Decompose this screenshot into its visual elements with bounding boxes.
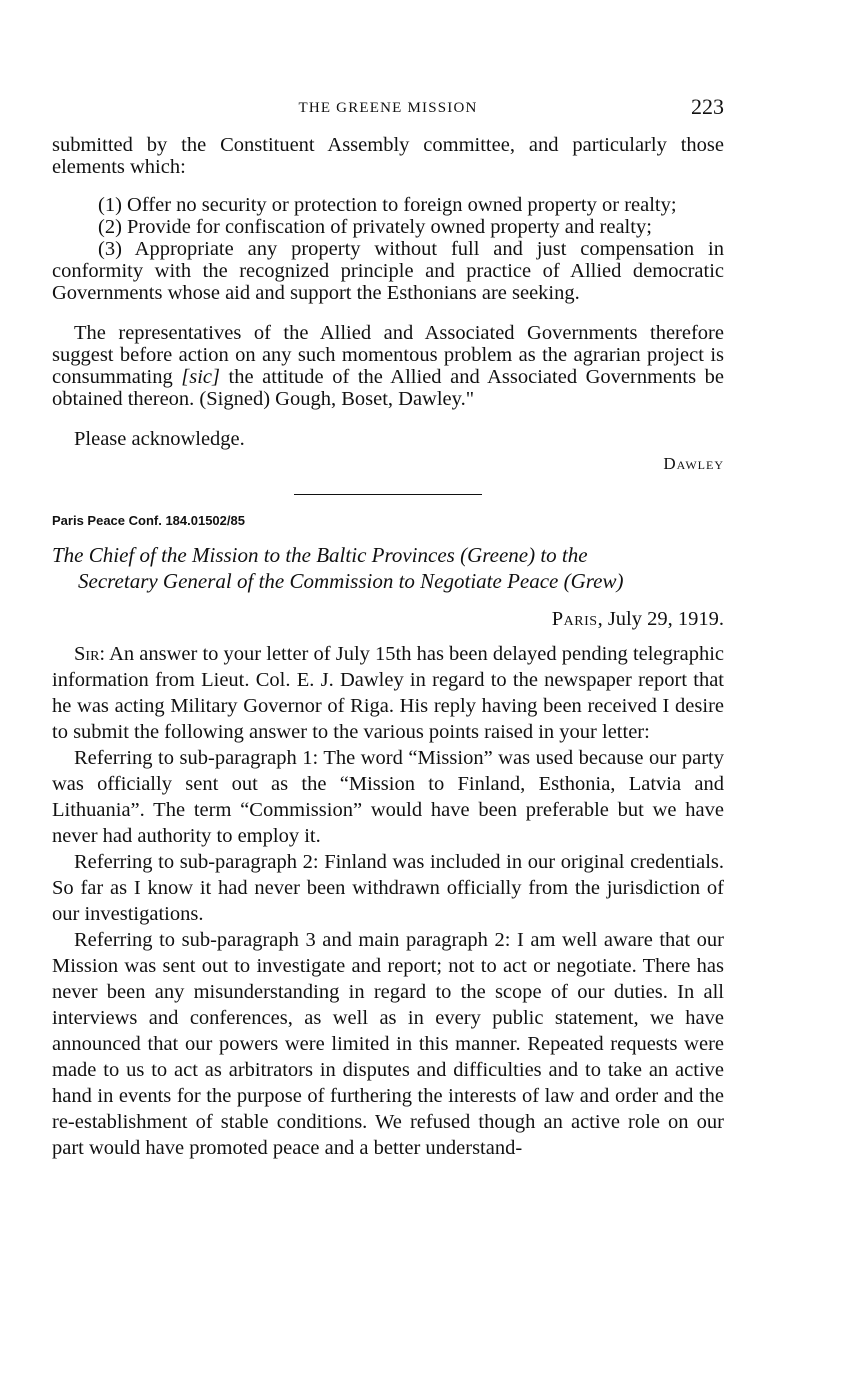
heading-line-1: The Chief of the Mission to the Baltic Provinces (Greene) to the	[52, 543, 588, 567]
document-heading	[52, 542, 724, 594]
section-divider	[294, 494, 482, 495]
acknowledge-line: Please acknowledge.	[74, 428, 245, 450]
file-reference: Paris Peace Conf. 184.01502/85	[52, 513, 245, 528]
dateline-date: , July 29, 1919.	[597, 608, 724, 630]
document-page	[52, 92, 724, 1161]
sic-note: [sic]	[181, 366, 220, 388]
dateline-place: Paris	[551, 608, 598, 630]
condition-item-2: (2) Provide for confiscation of privately owned property and realty;	[98, 216, 652, 238]
letter-body	[52, 641, 724, 1161]
telegram-lead: submitted by the Constituent Assembly committee, and particularly those elements which:	[52, 134, 724, 178]
signature-dawley: Dawley	[663, 454, 724, 473]
letter-paragraph-1: Sir: An answer to your letter of July 15th has been delayed pending telegraphic information from Lieut. Col. E. J. Dawley in regard to the newspaper report that he was acting Military Governor of Riga. His reply having been received I desire to submit the following answer to the various points raised in your letter:	[52, 643, 724, 743]
running-header	[52, 92, 724, 132]
salutation: Sir	[74, 643, 100, 665]
dateline	[52, 608, 724, 631]
letter-paragraph-2: Referring to sub-paragraph 1: The word “Mission” was used because our party was officially sent out as the “Mission to Finland, Esthonia, Latvia and Lithuania”. The term “Commission” would have been preferable but we have never had authority to employ it.	[52, 747, 724, 847]
letter-paragraph-3: Referring to sub-paragraph 2: Finland was included in our original credentials. So far as I know it had never been withdrawn officially from the jurisdiction of our investigations.	[52, 851, 724, 925]
running-title: THE GREENE MISSION	[298, 100, 478, 116]
acknowledgement-block	[52, 424, 724, 472]
page-number: 223	[691, 94, 724, 119]
letter-paragraph-4: Referring to sub-paragraph 3 and main paragraph 2: I am well aware that our Mission was sent out to investigate and report; not to act or negotiate. There has never been any misunderstanding in regard to the scope of our duties. In all interviews and conferences, as well as in every public statement, we have announced that our powers were limited in this manner. Repeated requests were made to us to act as arbitrators in disputes and difficulties and to take an active hand in events for the purpose of furthering the interests of law and order and the re-establishment of stable conditions. We refused though an active role on our part would have promoted peace and a better understand-	[52, 929, 724, 1159]
condition-item-3: (3) Appropriate any property without full and just compensation in conformity with the recognized principle and practice of Allied democratic Governments whose aid and support the Esthonians are seeking.	[52, 238, 724, 304]
heading-line-2: Secretary General of the Commission to Negotiate Peace (Grew)	[78, 569, 624, 593]
conditions-list	[52, 194, 724, 304]
condition-item-1: (1) Offer no security or protection to foreign owned property or realty;	[98, 194, 677, 216]
representatives-paragraph: The representatives of the Allied and Associated Governments therefore suggest before action on any such momentous problem as the agrarian project is consummating [sic] the attitude of the Allied and Associated Governments be obtained thereon. (Signed) Gough, Boset, Dawley."	[52, 322, 724, 410]
